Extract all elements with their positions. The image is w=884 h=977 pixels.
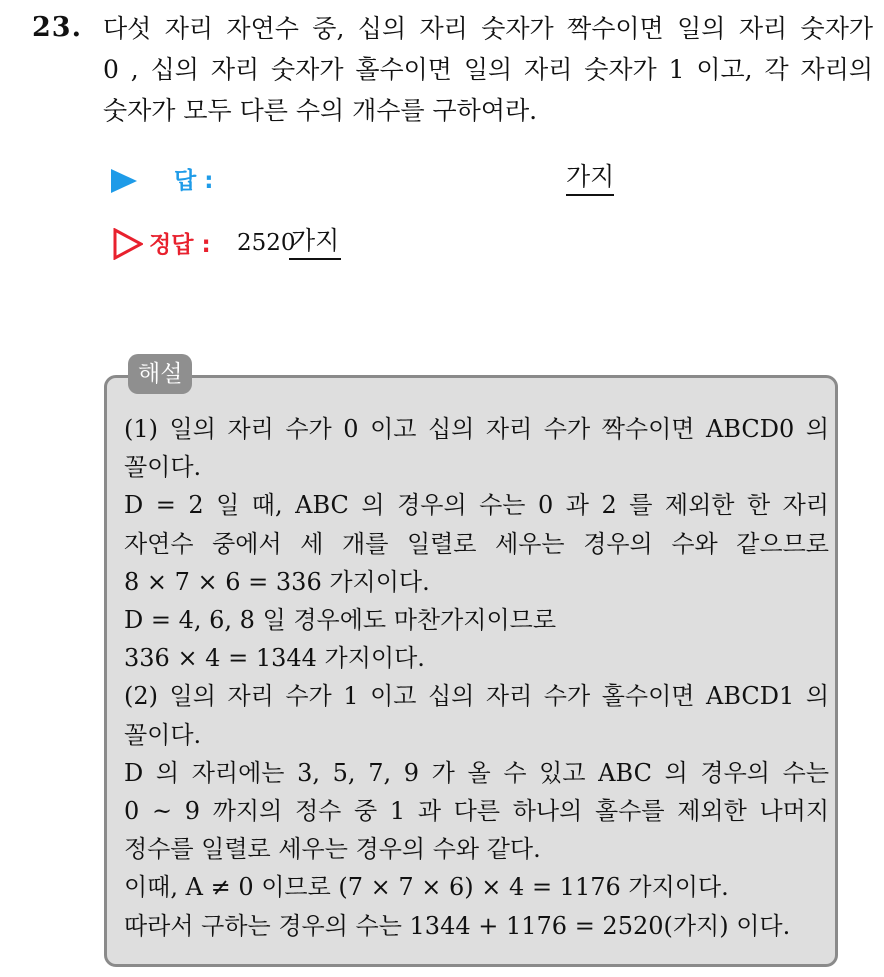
solution-line: (2) 일의 자리 수가 1 이고 십의 자리 수가 홀수이면 ABCD1 의	[124, 682, 829, 711]
solution-line: (1) 일의 자리 수가 0 이고 십의 자리 수가 짝수이면 ABCD0 의	[124, 415, 829, 443]
solution-text	[124, 410, 829, 945]
question-text	[103, 8, 873, 131]
solution-line: 따라서 구하는 경우의 수는 1344 + 1176 = 2520(가지) 이다.	[124, 911, 791, 940]
question-line: 0 , 십의 자리 숫자가 홀수이면 일의 자리 숫자가 1 이고, 각 자리의	[103, 55, 873, 84]
solution-line: 꼴이다.	[124, 453, 202, 482]
correct-answer-marker-icon	[113, 228, 143, 260]
solution-tag: 해설	[128, 354, 192, 394]
solution-line: 336 × 4 = 1344 가지이다.	[124, 644, 425, 673]
solution-line: 이때, A ≠ 0 이므로 (7 × 7 × 6) × 4 = 1176 가지이다.	[124, 873, 729, 902]
correct-answer-value: 2520	[237, 230, 296, 256]
answer-row	[111, 160, 811, 200]
solution-line: 꼴이다.	[124, 720, 202, 749]
solution-line: 정수를 일렬로 세우는 경우의 수와 같다.	[124, 835, 541, 864]
correct-answer-row	[111, 224, 811, 264]
question-number: 23.	[32, 12, 82, 43]
solution-line: 자연수 중에서 세 개를 일렬로 세우는 경우의 수와 같으므로	[124, 529, 829, 558]
solution-line: D = 2 일 때, ABC 의 경우의 수는 0 과 2 를 제외한 한 자리	[124, 491, 829, 520]
correct-answer-label: 정답 :	[149, 232, 211, 258]
solution-line: 8 × 7 × 6 = 336 가지이다.	[124, 567, 430, 596]
question-line: 숫자가 모두 다른 수의 개수를 구하여라.	[103, 96, 538, 125]
answer-blank: 가지	[566, 162, 614, 196]
solution-line: D = 4, 6, 8 일 경우에도 마찬가지이므로	[124, 606, 557, 635]
question-line: 다섯 자리 자연수 중, 십의 자리 숫자가 짝수이면 일의 자리 숫자가	[103, 14, 873, 43]
answer-marker-icon	[111, 169, 137, 193]
solution-line: 0 ~ 9 까지의 정수 중 1 과 다른 하나의 홀수를 제외한 나머지	[124, 797, 829, 826]
answer-label: 답 :	[174, 168, 214, 194]
correct-answer-unit: 가지	[289, 226, 341, 260]
solution-line: D 의 자리에는 3, 5, 7, 9 가 올 수 있고 ABC 의 경우의 수는	[124, 758, 829, 787]
